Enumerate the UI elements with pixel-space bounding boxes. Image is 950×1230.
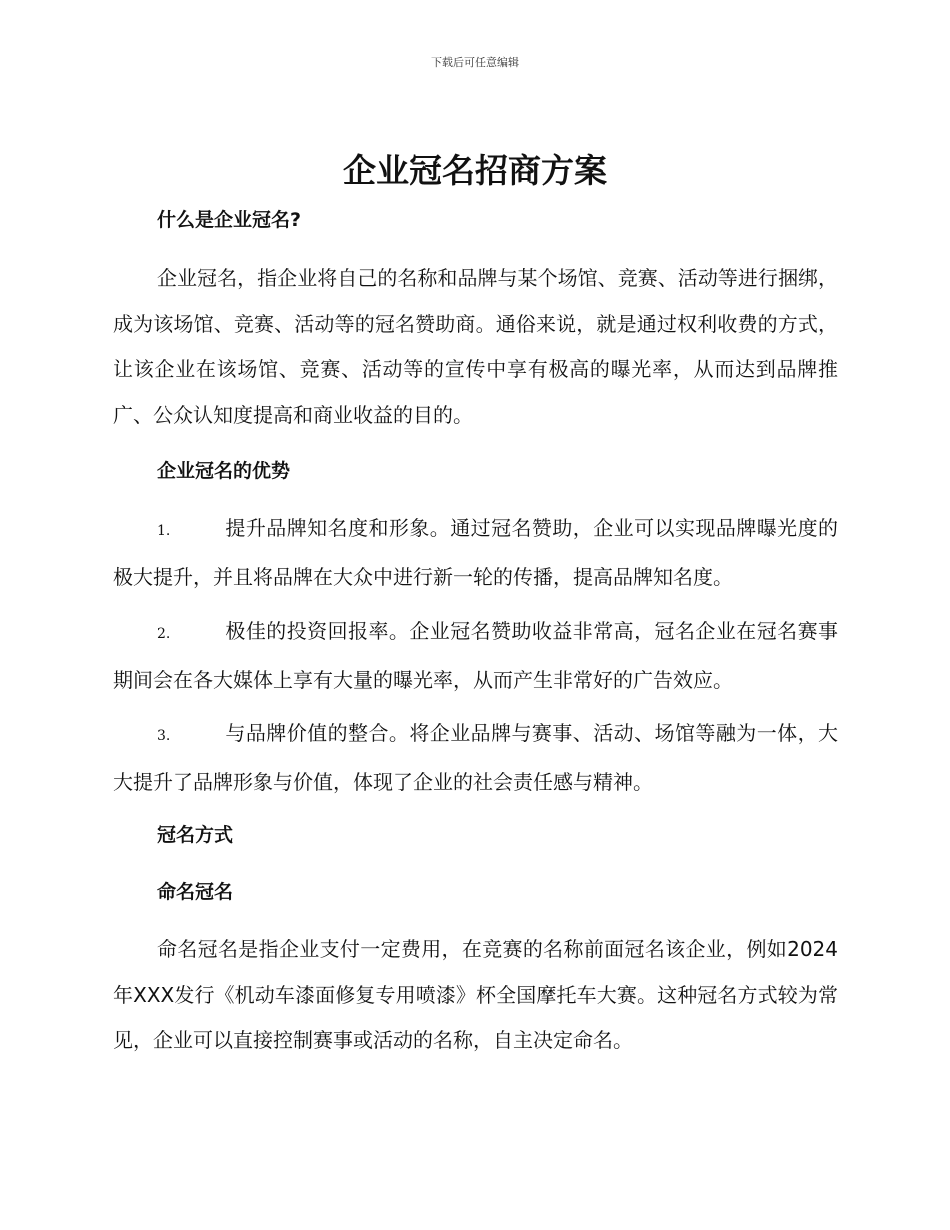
list-item bbox=[113, 506, 838, 600]
list-number: 3. bbox=[157, 728, 171, 744]
paragraph-what-is: 企业冠名，指企业将自己的名称和品牌与某个场馆、竞赛、活动等进行捆绑，成为该场馆、竞赛、活动等的冠名赞助商。通俗来说，就是通过权利收费的方式，让该企业在该场馆、竞赛、活动等的宣传中享有极高的曝光率，从而达到品牌推广、公众认知度提高和商业收益的目的。 bbox=[113, 266, 838, 427]
section-heading-methods: 冠名方式 bbox=[157, 824, 234, 846]
list-number: 1. bbox=[157, 523, 171, 539]
list-item bbox=[113, 609, 838, 703]
list-item-text: 提升品牌知名度和形象。通过冠名赞助，企业可以实现品牌曝光度的极大提升，并且将品牌在大众中进行新一轮的传播，提高品牌知名度。 bbox=[113, 516, 838, 589]
list-number: 2. bbox=[157, 626, 171, 642]
header-note: 下载后可任意编辑 bbox=[431, 56, 519, 69]
section-heading-advantages: 企业冠名的优势 bbox=[157, 460, 291, 482]
list-item bbox=[113, 711, 838, 805]
list-item-text: 极佳的投资回报率。企业冠名赞助收益非常高，冠名企业在冠名赛事期间会在各大媒体上享有大量的曝光率，从而产生非常好的广告效应。 bbox=[113, 619, 838, 692]
subsection-heading-naming: 命名冠名 bbox=[157, 881, 234, 903]
list-item-text: 与品牌价值的整合。将企业品牌与赛事、活动、场馆等融为一体，大大提升了品牌形象与价值，体现了企业的社会责任感与精神。 bbox=[113, 721, 838, 794]
document-title: 企业冠名招商方案 bbox=[343, 151, 607, 190]
paragraph-naming: 命名冠名是指企业支付一定费用，在竞赛的名称前面冠名该企业，例如2024年XXX发行《机动车漆面修复专用喷漆》杯全国摩托车大赛。这种冠名方式较为常见，企业可以直接控制赛事或活动的名称，自主决定命名。 bbox=[113, 937, 838, 1052]
section-heading-what-is: 什么是企业冠名? bbox=[157, 209, 302, 231]
